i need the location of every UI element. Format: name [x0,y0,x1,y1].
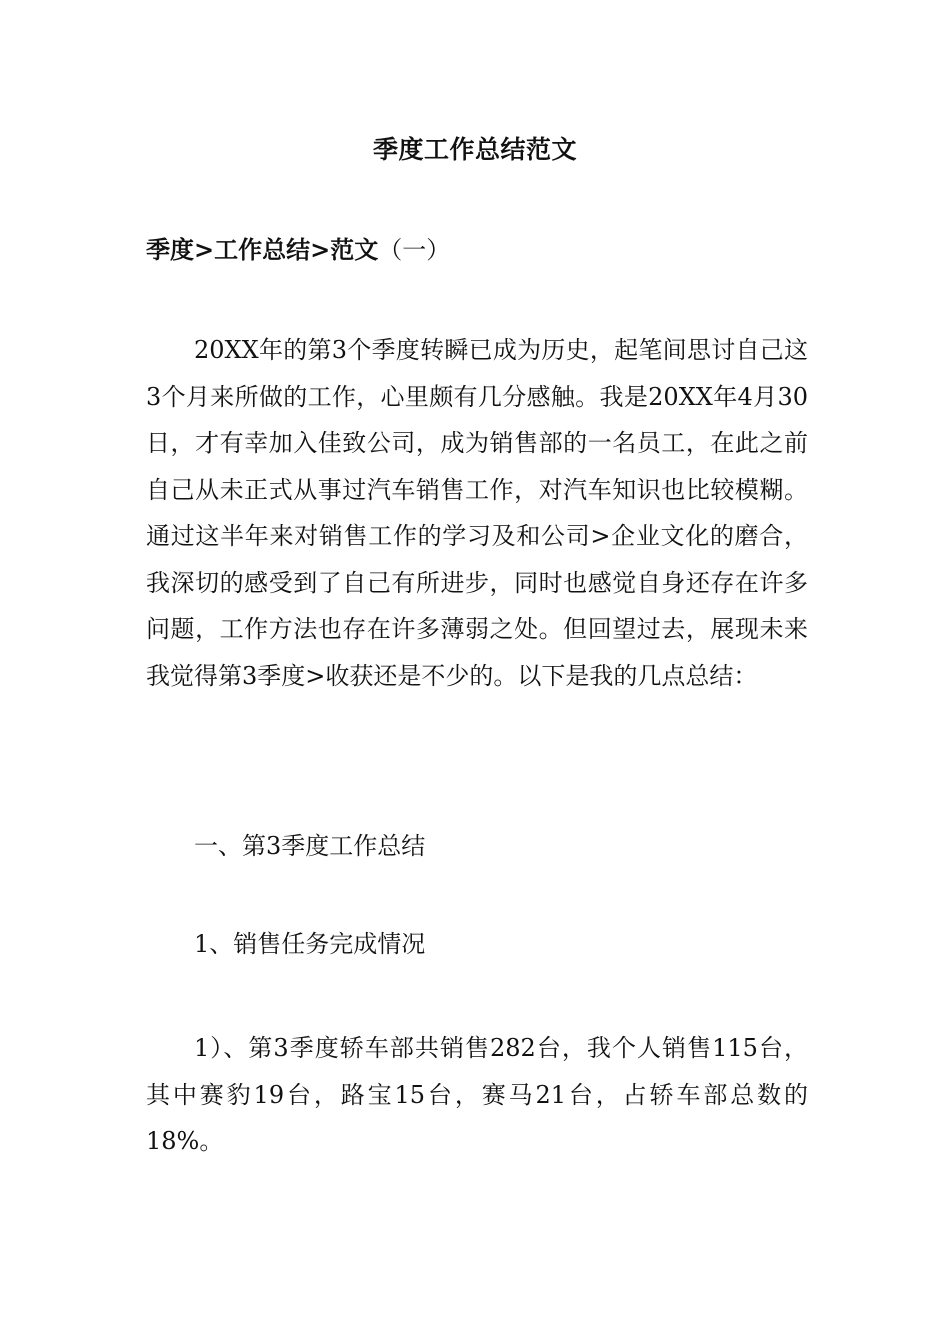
subheading-quarter-summary: 一、第3季度工作总结 [194,832,426,860]
subheading-sales-task: 1、销售任务完成情况 [194,930,426,958]
section-heading [146,230,826,270]
section-heading-suffix: （一） [378,236,451,264]
section-heading-main: 季度>工作总结>范文 [146,235,379,264]
sales-paragraph: 1）、第3季度轿车部共销售282台，我个人销售115台，其中赛豹19台，路宝15台，赛马21台，占轿车部总数的18%。 [146,1034,808,1155]
document-title: 季度工作总结范文 [372,135,577,164]
intro-paragraph: 20XX年的第3个季度转瞬已成为历史，起笔间思讨自己这3个月来所做的工作，心里颇有几分感触。我是20XX年4月30日，才有幸加入佳致公司，成为销售部的一名员工，在此之前自己从未正式从事过汽车销售工作，对汽车知识也比较模糊。通过这半年来对销售工作的学习及和公司>企业文化的磨合，我深切的感受到了自己有所进步，同时也感觉自身还存在许多问题，工作方法也存在许多薄弱之处。但回望过去，展现未来我觉得第3季度>收获还是不少的。以下是我的几点总结： [146,336,808,690]
